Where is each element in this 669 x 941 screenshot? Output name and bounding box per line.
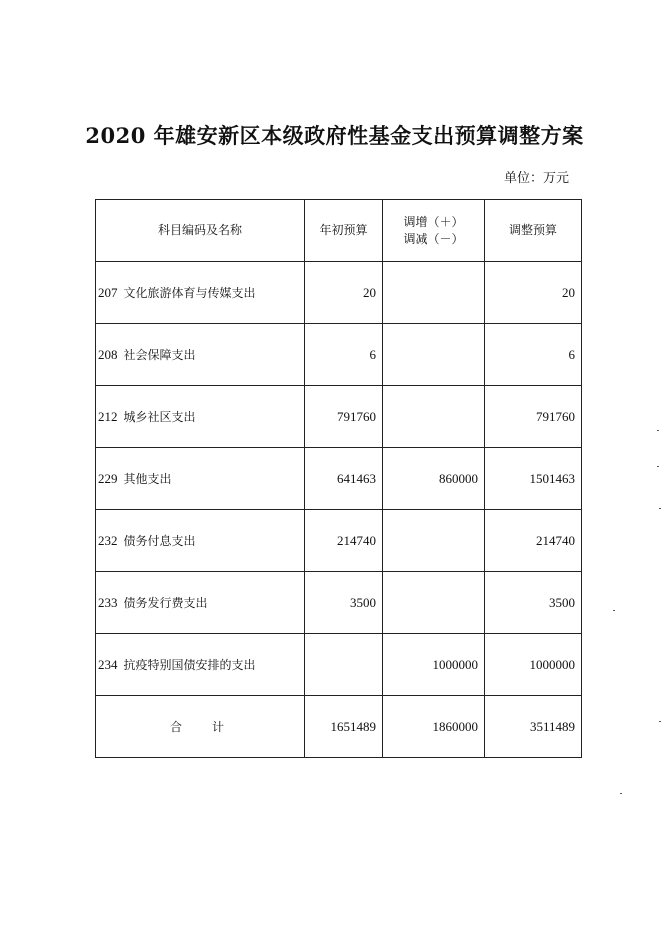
- row-name-cell: [96, 448, 305, 510]
- header-name: 科目编码及名称: [96, 200, 305, 262]
- row-initial: 791760: [305, 386, 383, 448]
- header-adjust: [383, 200, 485, 262]
- row-adjusted: 6: [485, 324, 582, 386]
- row-initial: [305, 634, 383, 696]
- table-row: [96, 262, 582, 324]
- scan-speck: [659, 721, 661, 722]
- table-row: [96, 572, 582, 634]
- table-row: [96, 386, 582, 448]
- row-adjusted: 214740: [485, 510, 582, 572]
- header-initial: 年初预算: [305, 200, 383, 262]
- row-code: 207: [98, 285, 118, 300]
- row-adjust: [383, 324, 485, 386]
- row-initial: 20: [305, 262, 383, 324]
- row-code: 229: [98, 471, 118, 486]
- row-code: 232: [98, 533, 118, 548]
- budget-table: [95, 199, 582, 758]
- row-code: 212: [98, 409, 118, 424]
- row-adjusted: 20: [485, 262, 582, 324]
- table-row: [96, 510, 582, 572]
- row-code: 234: [98, 657, 118, 672]
- row-name: 文化旅游体育与传媒支出: [123, 286, 256, 300]
- scan-speck: [657, 466, 659, 467]
- header-adjusted: 调整预算: [485, 200, 582, 262]
- row-adjust: [383, 572, 485, 634]
- row-name: 抗疫特别国债安排的支出: [123, 658, 256, 672]
- row-name: 社会保障支出: [123, 348, 196, 362]
- table-row: [96, 634, 582, 696]
- page-title: 2020 年雄安新区本级政府性基金支出预算调整方案: [85, 123, 584, 148]
- row-adjusted: 1000000: [485, 634, 582, 696]
- total-row: [96, 696, 582, 758]
- unit-label: 单位：万元: [503, 171, 569, 186]
- row-adjust: [383, 510, 485, 572]
- row-adjust: 860000: [383, 448, 485, 510]
- row-initial: 3500: [305, 572, 383, 634]
- table-row: [96, 448, 582, 510]
- header-adjust-increase: 调增（＋）: [403, 214, 464, 229]
- row-name-cell: [96, 386, 305, 448]
- table-row: [96, 324, 582, 386]
- row-name-cell: [96, 324, 305, 386]
- row-name-cell: [96, 510, 305, 572]
- scan-speck: [620, 793, 622, 794]
- total-initial: 1651489: [305, 696, 383, 758]
- scan-speck: [613, 610, 615, 611]
- row-name-cell: [96, 634, 305, 696]
- row-adjust: 1000000: [383, 634, 485, 696]
- row-initial: 214740: [305, 510, 383, 572]
- row-name: 债务付息支出: [123, 534, 196, 548]
- row-name-cell: [96, 572, 305, 634]
- total-adjusted: 3511489: [485, 696, 582, 758]
- table-header-row: [96, 200, 582, 262]
- scan-speck: [659, 508, 661, 509]
- row-name: 债务发行费支出: [123, 596, 208, 610]
- row-adjusted: 1501463: [485, 448, 582, 510]
- row-code: 208: [98, 347, 118, 362]
- header-adjust-decrease: 调减（－）: [403, 231, 464, 246]
- row-adjust: [383, 262, 485, 324]
- row-name: 其他支出: [123, 472, 172, 486]
- total-adjust: 1860000: [383, 696, 485, 758]
- row-code: 233: [98, 595, 118, 610]
- row-name-cell: [96, 262, 305, 324]
- row-name: 城乡社区支出: [123, 410, 196, 424]
- row-initial: 641463: [305, 448, 383, 510]
- total-label: 合计: [96, 696, 305, 758]
- row-initial: 6: [305, 324, 383, 386]
- row-adjusted: 791760: [485, 386, 582, 448]
- row-adjusted: 3500: [485, 572, 582, 634]
- scan-speck: [657, 430, 659, 431]
- row-adjust: [383, 386, 485, 448]
